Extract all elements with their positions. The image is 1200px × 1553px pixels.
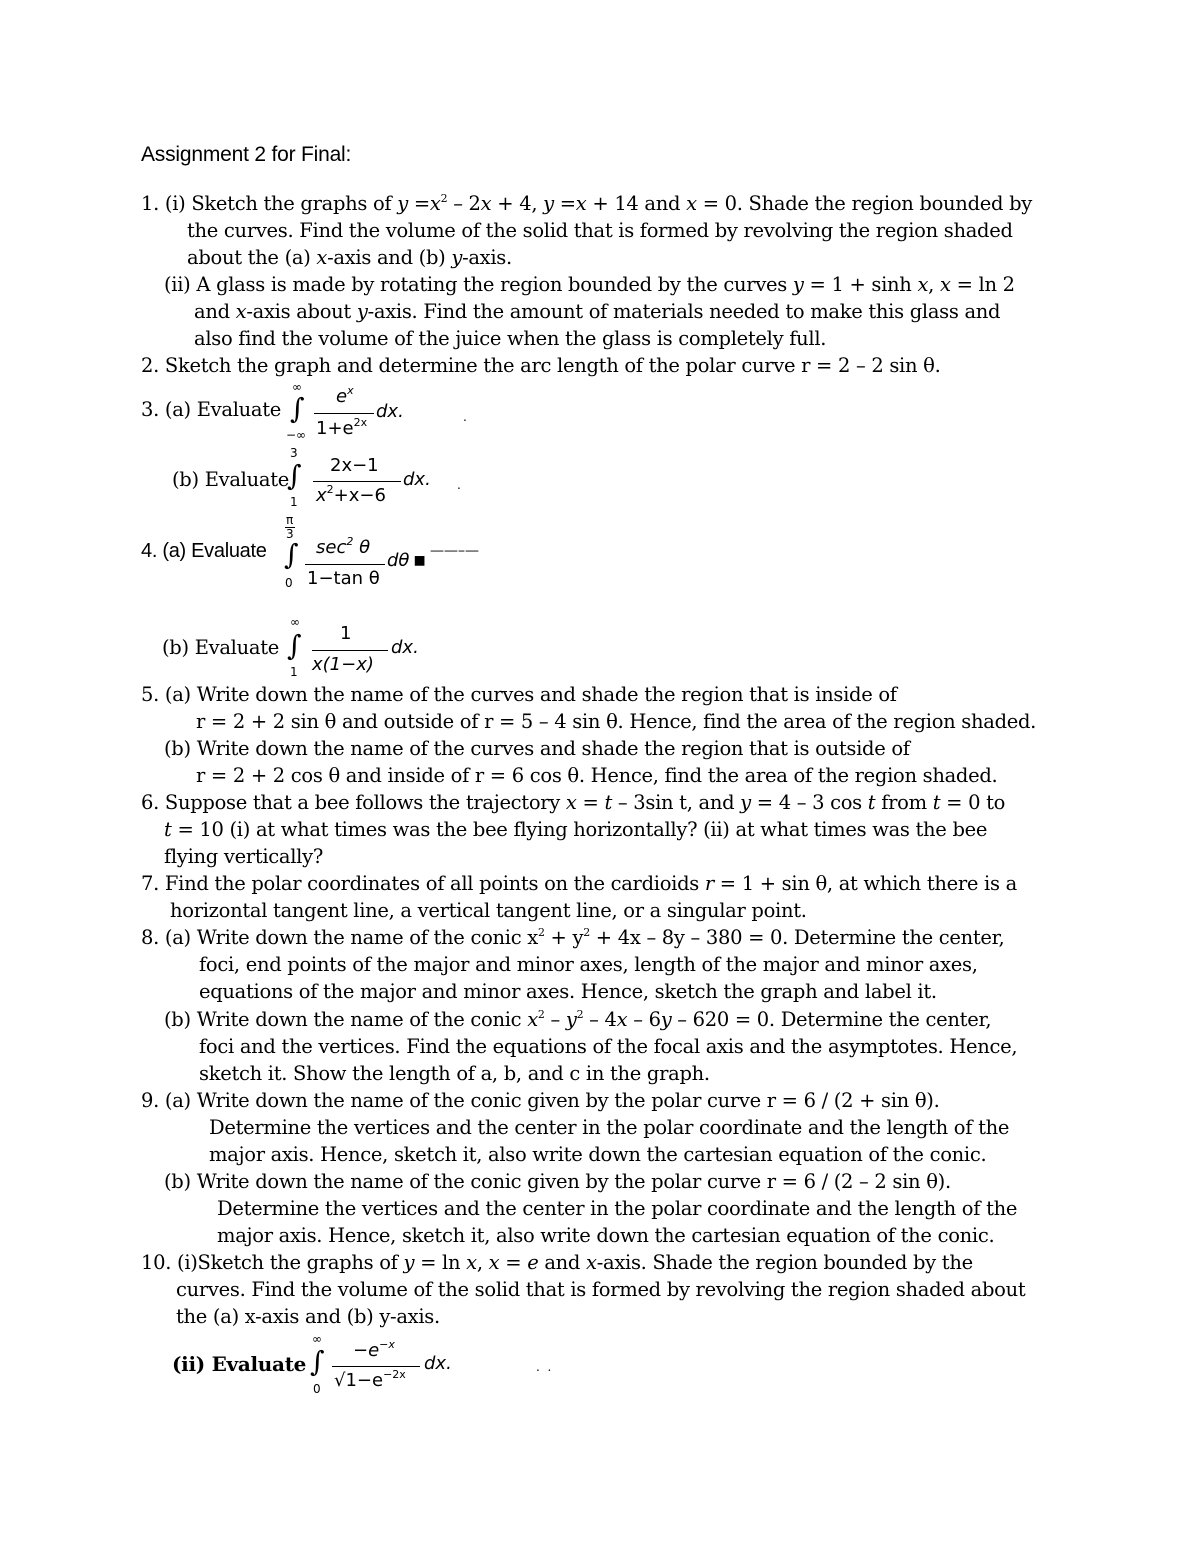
numerator: 2x−1	[330, 455, 379, 476]
stray-dots: . .	[536, 1360, 552, 1374]
text-line-q8-b-2: foci and the vertices. Find the equations of the focal axis and the asymptotes. Hence,	[199, 1035, 1018, 1058]
integral-label: 3. (a) Evaluate	[141, 398, 282, 421]
integral-sign: ∫	[284, 538, 299, 571]
text-line-q1-i-c: about the (a) x-axis and (b) y-axis.	[187, 246, 512, 269]
text-line-q9-b-2: Determine the vertices and the center in the polar coordinate and the length of the	[217, 1197, 1018, 1220]
integral-sign: ∫	[310, 1345, 325, 1378]
text-line-q9-a-1: 9. (a) Write down the name of the conic given by the polar curve r = 6 / (2 + sin θ).	[141, 1089, 940, 1112]
lower-limit: 1	[290, 665, 298, 679]
text-line-q8-a-1: 8. (a) Write down the name of the conic $x^2 + y^2 + 4x - 8y - 380 = 0$. Determine the center,	[141, 926, 1005, 949]
text-line-q1-ii-c: also find the volume of the juice when the glass is completely full.	[194, 327, 827, 350]
page-title: Assignment 2 for Final:	[141, 143, 352, 166]
upper-limit: ∞	[292, 380, 302, 394]
numerator: $\sec^2 \theta$	[316, 535, 371, 558]
upper-limit: 3	[290, 446, 298, 460]
numerator: $-e^{-x}$	[353, 1338, 395, 1361]
text-line-q5-b-2: r = 2 + 2 cos θ and inside of r = 6 cos θ. Hence, find the area of the region shaded.	[196, 764, 998, 787]
text-line-q7-1: 7. Find the polar coordinates of all points on the cardioids r = 1 + sin θ, at which there is a	[141, 872, 1017, 895]
differential: dx.	[391, 637, 419, 658]
bullet: ▪	[413, 548, 426, 571]
text-line-q10-1: 10. (i)Sketch the graphs of y = ln x, x = e and x-axis. Shade the region bounded by the	[141, 1251, 973, 1274]
text-line-q6-3: flying vertically?	[164, 845, 323, 868]
denominator: x(1−x)	[312, 654, 374, 675]
text-line-q5-b-1: (b) Write down the name of the curves and shade the region that is outside of	[164, 737, 910, 760]
differential: dx.	[424, 1353, 452, 1374]
text-line-q5-a-1: 5. (a) Write down the name of the curves and shade the region that is inside of	[141, 683, 897, 706]
stray-dot: .	[463, 410, 467, 424]
fraction-bar	[332, 1366, 420, 1367]
text-line-q9-b-3: major axis. Hence, sketch it, also write down the cartesian equation of the conic.	[217, 1224, 995, 1247]
text-line-q8-a-3: equations of the major and minor axes. Hence, sketch the graph and label it.	[199, 980, 937, 1003]
upper-limit-den: 3	[286, 527, 294, 541]
upper-limit: ∞	[290, 615, 300, 629]
text-line-q8-a-2: foci, end points of the major and minor axes, length of the major and minor axes,	[199, 953, 978, 976]
lower-limit: 0	[285, 576, 293, 590]
text-line-q6-1: 6. Suppose that a bee follows the trajectory x = t – 3sin t, and y = 4 – 3 cos t from t = 0 to	[141, 791, 1006, 814]
text-line-q8-b-3: sketch it. Show the length of a, b, and c in the graph.	[199, 1062, 710, 1085]
text-line-q1-ii-b: and x-axis about y-axis. Find the amount of materials needed to make this glass and	[194, 300, 1001, 323]
integral-label: (ii) Evaluate	[172, 1352, 307, 1376]
upper-limit-num: π	[286, 513, 294, 527]
fraction-bar	[312, 650, 388, 651]
lower-limit: 1	[290, 495, 298, 509]
text-line-q10-2: curves. Find the volume of the solid that is formed by revolving the region shaded about	[176, 1278, 1026, 1301]
integral-label: 4. (a) Evaluate	[141, 540, 267, 562]
text-line-q10-3: the (a) x-axis and (b) y-axis.	[176, 1305, 440, 1328]
text-line-q5-a-2: r = 2 + 2 sin θ and outside of r = 5 – 4 sin θ. Hence, find the area of the region shaded.	[196, 710, 1037, 733]
integral-label: (b) Evaluate	[162, 636, 279, 659]
integral-sign: ∫	[287, 459, 302, 492]
text-line-q8-b-1: (b) Write down the name of the conic $x^2 - y^2 - 4x - 6y - 620 = 0$. Determine the center,	[164, 1008, 992, 1031]
differential: dx.	[376, 401, 404, 422]
text-line-q1-i-b: the curves. Find the volume of the solid that is formed by revolving the region shaded	[187, 219, 1013, 242]
text-line-q2: 2. Sketch the graph and determine the arc length of the polar curve r = 2 – 2 sin θ.	[141, 354, 941, 377]
text-line-q1-ii-a: (ii) A glass is made by rotating the region bounded by the curves y = 1 + sinh x, x = ln 2	[164, 273, 1015, 296]
differential: dx.	[403, 469, 431, 490]
stray-dot: .	[457, 478, 461, 492]
integral-sign: ∫	[287, 629, 302, 662]
numerator: $e^x$	[336, 384, 354, 407]
numerator: 1	[340, 623, 352, 644]
text-line-q9-a-3: major axis. Hence, sketch it, also write down the cartesian equation of the conic.	[209, 1143, 987, 1166]
lower-limit: −∞	[286, 428, 307, 442]
text-line-q9-b-1: (b) Write down the name of the conic given by the polar curve r = 6 / (2 – 2 sin θ).	[164, 1170, 951, 1193]
denominator: $x^2+x-6$	[316, 483, 386, 506]
fraction-bar	[314, 413, 374, 414]
fraction-bar	[305, 564, 385, 565]
denominator: 1−tan θ	[307, 568, 380, 589]
text-line-q9-a-2: Determine the vertices and the center in the polar coordinate and the length of the	[209, 1116, 1010, 1139]
dash-line: ——–—	[430, 543, 479, 559]
upper-limit: ∞	[312, 1332, 322, 1346]
integral-label: (b) Evaluate	[172, 468, 289, 491]
text-line-q1-i-a: 1. (i) Sketch the graphs of $y =x^2 - 2x + 4$, y =x + 14 and x = 0. Shade the region bounded by	[141, 192, 1032, 215]
differential: dθ	[387, 550, 410, 571]
denominator: $√1-e^{-2x}$	[334, 1368, 406, 1391]
text-line-q7-2: horizontal tangent line, a vertical tangent line, or a singular point.	[170, 899, 807, 922]
text-line-q6-2: t = 10 (i) at what times was the bee flying horizontally? (ii) at what times was the bee	[164, 818, 988, 841]
integral-sign: ∫	[290, 392, 305, 425]
lower-limit: 0	[313, 1382, 321, 1396]
denominator: $1+e^{2x}$	[316, 416, 368, 439]
